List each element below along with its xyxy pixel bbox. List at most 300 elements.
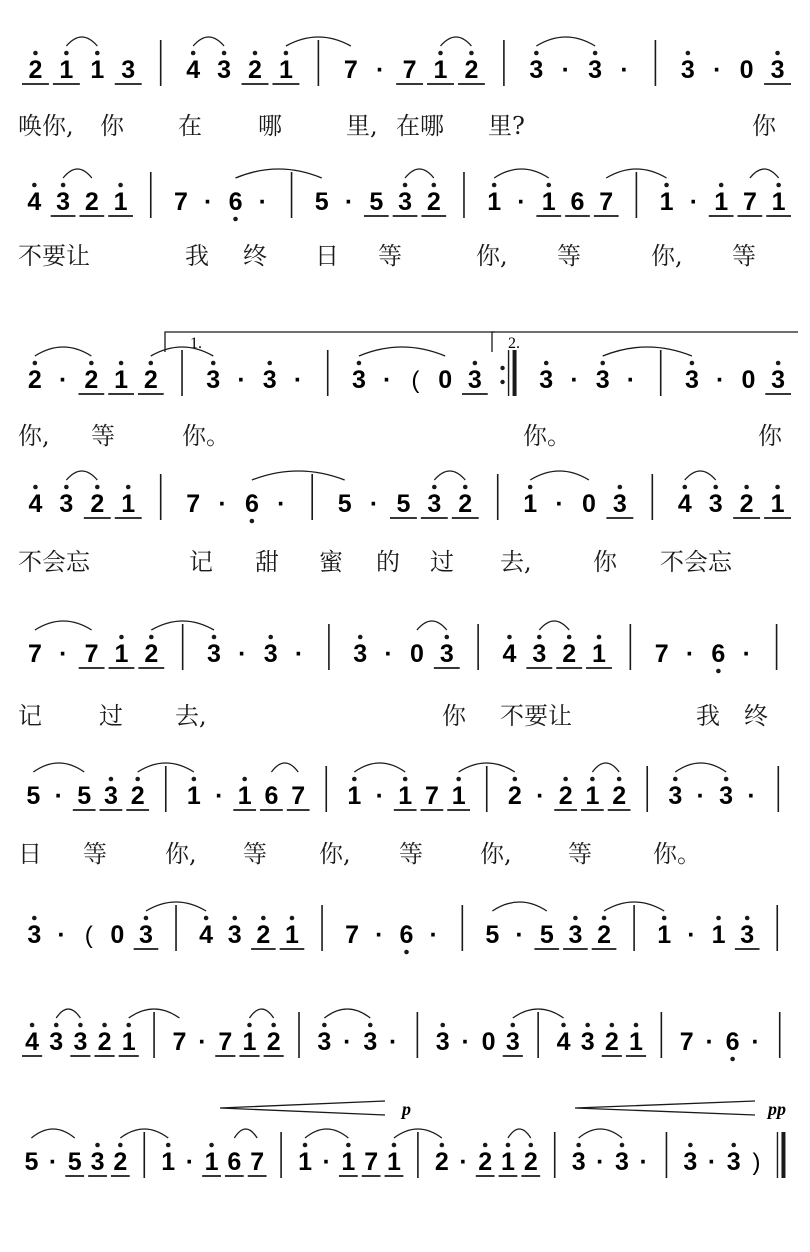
note-digit: 5 [485,921,500,949]
note-digit: 0 [438,366,453,394]
duration-dot: · [204,188,213,216]
note-digit: 3 [740,921,755,949]
note-digit: 3 [27,921,42,949]
note-digit: 2 [507,782,522,810]
slur-arc [579,1129,622,1138]
octave-up-dot [438,51,443,56]
octave-up-dot [118,1143,123,1148]
octave-up-dot [33,51,38,56]
duration-dot: · [715,366,725,394]
note-digit: 3 [90,1148,105,1176]
note-digit: 7 [218,1028,233,1056]
octave-down-dot [233,217,238,222]
note-digit: 3 [217,56,232,84]
lyric-word: 你, [480,840,512,868]
slur-arc [324,1009,370,1018]
note-digit: 5 [314,188,329,216]
lyric-word: 在 [178,112,202,140]
octave-up-dot [119,361,124,366]
octave-up-dot [775,485,780,490]
octave-up-dot [775,51,780,56]
slur-arc [354,763,405,772]
note-digit: 5 [24,1148,39,1176]
lyric-word: 的 [376,548,400,576]
repeat-dot [500,366,504,370]
note-digit: 1 [242,1028,257,1056]
duration-dot: · [57,921,66,949]
slur-arc [252,471,345,480]
octave-up-dot [567,635,572,640]
note-digit: 1 [501,1148,515,1176]
duration-dot: · [742,640,751,668]
note-digit: 3 [539,366,554,394]
lyric-word: 等 [568,840,592,868]
octave-down-dot [404,950,409,955]
duration-dot: · [369,490,379,518]
note-digit: 6 [570,188,585,216]
note-digit: 1 [451,782,466,810]
note-digit: 7 [599,188,614,216]
octave-up-dot [109,777,114,782]
duration-dot: · [383,366,392,394]
slur-arc [305,1129,348,1138]
lyric-word: 哪 [258,112,282,140]
note-digit: 2 [144,640,159,668]
octave-up-dot [507,635,512,640]
note-digit: 7 [84,640,99,668]
slur-arc [359,347,445,356]
slur-arc [31,1129,74,1138]
note-digit: 7 [424,782,439,810]
note-digit: 1 [770,490,785,518]
lyric-word: 在哪 [396,112,444,140]
note-digit: 2 [84,188,99,216]
note-digit: 1 [114,366,129,394]
octave-up-dot [444,635,449,640]
octave-up-dot [64,51,69,56]
duration-dot: · [705,1028,714,1056]
note-digit: 3 [435,1028,450,1056]
note-digit: 6 [725,1028,740,1056]
octave-down-dot [716,669,721,674]
octave-up-dot [602,916,607,921]
octave-up-dot [403,183,408,188]
note-digit: 2 [523,1148,538,1176]
note-digit: 3 [398,188,413,216]
duration-dot: · [696,782,705,810]
slur-arc [63,169,92,178]
note-digit: 3 [668,782,683,810]
slur-arc [603,347,692,356]
note-digit: 3 [103,782,118,810]
lyric-word: 等 [557,242,581,270]
note-digit: 2 [464,56,479,84]
duration-dot: · [258,188,267,216]
volta-label: 2. [508,335,520,352]
octave-up-dot [510,1023,515,1028]
note-digit: 1 [523,490,538,518]
octave-up-dot [346,1143,351,1148]
lyric-word: 不会忘 [18,548,90,576]
lyric-word: 记 [189,548,213,576]
octave-up-dot [89,361,94,366]
dynamic-mark: pp [768,1099,786,1119]
volta-label: 1. [190,335,202,352]
octave-up-dot [686,51,691,56]
octave-up-dot [600,361,605,366]
note-digit: 2 [113,1148,128,1176]
dynamic-mark: p [402,1099,411,1119]
lyric-word: 终 [744,702,768,730]
note-digit: 1 [347,782,362,810]
lyric-word: 甜 [255,548,279,576]
lyric-word: 你 [752,112,776,140]
octave-up-dot [664,183,669,188]
volta-bracket [492,332,798,352]
duration-dot: · [639,1148,648,1176]
note-digit: 1 [714,188,729,216]
slur-arc [193,37,224,46]
lyric-word: 你, [18,422,50,450]
note-digit: 1 [59,56,74,84]
octave-up-dot [284,51,289,56]
note-digit: 7 [186,490,201,518]
note-digit: 1 [186,782,201,810]
lyric-word: 唤你, [18,112,74,140]
duration-dot: · [293,366,303,394]
octave-up-dot [95,485,100,490]
slur-arc [434,471,465,480]
note-digit: 7 [654,640,669,668]
slur-arc [539,621,569,630]
notation-system-9 [0,1099,810,1230]
lyric-word: 记 [18,702,42,730]
duration-dot: · [687,921,696,949]
note-digit: 7 [291,782,306,810]
lyric-word: 终 [243,242,267,270]
note-digit: 3 [351,366,366,394]
note-digit: 1 [298,1148,312,1176]
note-digit: 3 [505,1028,520,1056]
lyric-word: 你, [476,242,508,270]
octave-up-dot [33,485,38,490]
note-digit: 3 [56,188,71,216]
note-digit: 1 [204,1148,219,1176]
octave-up-dot [563,777,568,782]
octave-up-dot [719,183,724,188]
lyric-word: 你 [758,422,782,450]
octave-up-dot [64,485,69,490]
notation-system-8 [0,990,810,1110]
note-digit: 3 [612,490,627,518]
note-digit: 3 [262,366,277,394]
octave-up-dot [724,777,729,782]
note-digit: 7 [27,640,42,668]
lyric-word: 你, [165,840,197,868]
slur-arc [536,37,595,46]
octave-up-dot [119,635,124,640]
note-digit: 4 [27,188,42,216]
octave-up-dot [673,777,678,782]
lyric-word: 等 [378,242,402,270]
note-digit: 3 [363,1028,378,1056]
note-digit: 2 [604,1028,619,1056]
note-digit: 1 [541,188,556,216]
note-digit: 2 [597,921,611,949]
note-digit: 3 [683,1148,698,1176]
duration-dot: · [389,1028,398,1056]
note-digit: 3 [121,56,136,84]
notation-system-3 [0,328,810,448]
duration-dot: · [198,1028,207,1056]
note-digit: 5 [337,490,352,518]
lyric-word: 过 [430,548,454,576]
note-digit: 0 [741,366,756,394]
duration-dot: · [238,640,247,668]
duration-dot: · [384,640,393,668]
note-digit: 3 [59,490,74,518]
note-digit: 6 [264,782,279,810]
octave-down-dot [250,519,255,524]
volta-bracket [165,332,495,352]
lyric-word: 不要让 [18,242,90,270]
octave-up-dot [690,361,695,366]
octave-up-dot [232,916,237,921]
note-digit: 2 [562,640,577,668]
octave-up-dot [618,485,623,490]
slur-arc [675,763,726,772]
note-digit: 0 [409,640,424,668]
note-digit: 1 [278,56,293,84]
octave-up-dot [192,777,197,782]
note-digit: 3 [708,490,723,518]
note-digit: 1 [659,188,674,216]
octave-up-dot [126,485,131,490]
duration-dot: · [54,782,63,810]
slur-arc [750,169,779,178]
note-digit: 2 [84,366,99,394]
note-digit: 2 [97,1028,112,1056]
lyric-word: 我 [185,242,209,270]
duration-dot: · [344,188,354,216]
note-digit: 3 [207,640,221,668]
note-digit: 2 [558,782,573,810]
note-digit: 2 [426,188,441,216]
octave-up-dot [61,183,66,188]
octave-up-dot [303,1143,308,1148]
slur-arc [492,902,546,911]
notation-system-7 [0,883,810,1003]
duration-dot: · [343,1028,352,1056]
octave-up-dot [456,777,461,782]
duration-dot: · [713,56,722,84]
octave-up-dot [537,635,542,640]
lyric-word: 不会忘 [660,548,732,576]
octave-up-dot [731,1143,736,1148]
note-digit: 2 [90,490,105,518]
note-digit: 2 [434,1148,449,1176]
note-digit: 1 [237,782,252,810]
slur-arc [405,169,434,178]
octave-up-dot [528,485,533,490]
note-digit: 3 [263,640,278,668]
octave-up-dot [95,1143,100,1148]
note-digit: 0 [581,490,596,518]
note-digit: 3 [680,56,695,84]
slur-arc [417,621,447,630]
octave-up-dot [95,51,100,56]
octave-up-dot [242,777,247,782]
note-digit: 1 [433,56,448,84]
octave-up-dot [204,916,209,921]
duration-dot: · [322,1148,331,1176]
note-digit: 3 [726,1148,741,1176]
notation-system-2 [0,150,810,270]
octave-up-dot [144,916,149,921]
lyric-word: 等 [243,840,267,868]
duration-dot: · [685,640,695,668]
lyric-word: 等 [83,840,107,868]
note-digit: 7 [250,1148,265,1176]
lyric-word: 我 [696,702,720,730]
duration-dot: · [536,782,545,810]
note-digit: 3 [571,1148,586,1176]
duration-dot: · [237,366,246,394]
duration-dot: · [376,56,385,84]
octave-up-dot [713,485,718,490]
octave-up-dot [78,1023,83,1028]
octave-up-dot [776,183,781,188]
note-digit: 1 [121,1028,136,1056]
note-digit: 4 [199,921,214,949]
lyric-word: 过 [99,702,123,730]
note-digit: 5 [539,921,554,949]
note-digit: 6 [399,921,414,949]
octave-up-dot [126,1023,131,1028]
octave-up-dot [271,1023,276,1028]
note-digit: 3 [139,921,153,949]
note-digit: 1 [161,1148,176,1176]
octave-up-dot [473,361,478,366]
note-digit: 4 [502,640,517,668]
octave-up-dot [322,1023,327,1028]
octave-up-dot [682,485,687,490]
octave-up-dot [32,183,37,188]
octave-up-dot [528,1143,533,1148]
note-digit: 4 [556,1028,571,1056]
note-digit: 5 [67,1148,82,1176]
duration-dot: · [689,188,699,216]
lyric-word: 等 [732,242,756,270]
lyric-word: 去, [175,702,207,730]
note-digit: 2 [256,921,271,949]
lyric-word: 你 [100,112,124,140]
parenthesis: ) [752,1149,761,1176]
slur-arc [508,1129,531,1138]
note-digit: 1 [629,1028,643,1056]
note-digit: 7 [402,56,417,84]
octave-up-dot [544,361,549,366]
note-digit: 5 [77,782,92,810]
octave-up-dot [440,1023,445,1028]
lyric-word: 你。 [653,840,701,868]
note-digit: 1 [387,1148,401,1176]
slur-arc [236,169,322,178]
note-digit: 3 [719,782,734,810]
note-digit: 3 [595,366,610,394]
note-digit: 2 [248,56,262,84]
note-digit: 2 [143,366,158,394]
octave-up-dot [33,361,38,366]
duration-dot: · [185,1148,195,1176]
octave-up-dot [253,51,258,56]
note-digit: 3 [771,366,786,394]
duration-dot: · [747,782,756,810]
slur-arc [66,37,97,46]
duration-dot: · [596,1148,605,1176]
lyric-word: 你 [593,548,617,576]
note-digit: 0 [110,921,125,949]
note-digit: 1 [711,921,726,949]
octave-up-dot [597,635,602,640]
lyric-word: 不要让 [500,702,572,730]
octave-up-dot [469,51,474,56]
note-digit: 2 [612,782,627,810]
parenthesis: ( [411,367,420,394]
duration-dot: · [620,56,629,84]
lyric-word: 你。 [523,422,571,450]
note-digit: 6 [711,640,726,668]
note-digit: 3 [580,1028,595,1056]
note-digit: 2 [458,490,473,518]
duration-dot: · [515,921,524,949]
duration-dot: · [626,366,636,394]
note-digit: 3 [568,921,583,949]
duration-dot: · [218,490,227,518]
note-digit: 1 [114,640,129,668]
parenthesis: ( [84,922,93,949]
note-digit: 4 [25,1028,40,1056]
octave-up-dot [431,183,436,188]
note-digit: 3 [427,490,442,518]
octave-up-dot [634,1023,639,1028]
lyric-word: 去, [500,548,532,576]
note-digit: 3 [532,640,547,668]
note-digit: 4 [28,490,43,518]
octave-up-dot [546,183,551,188]
octave-up-dot [268,635,273,640]
note-digit: 0 [481,1028,496,1056]
duration-dot: · [517,188,526,216]
note-digit: 7 [742,188,757,216]
octave-up-dot [620,1143,625,1148]
slur-arc [271,763,298,772]
repeat-dot [500,380,504,384]
note-digit: 3 [439,640,454,668]
lyric-word: 里, [346,112,378,140]
octave-up-dot [358,635,363,640]
note-digit: 7 [364,1148,379,1176]
note-digit: 7 [172,1028,187,1056]
octave-up-dot [261,916,266,921]
octave-up-dot [135,777,140,782]
note-digit: 1 [285,921,299,949]
lyric-word: 里? [488,112,525,140]
note-digit: 3 [588,56,603,84]
duration-dot: · [277,490,286,518]
note-digit: 1 [121,490,136,518]
octave-up-dot [211,361,216,366]
